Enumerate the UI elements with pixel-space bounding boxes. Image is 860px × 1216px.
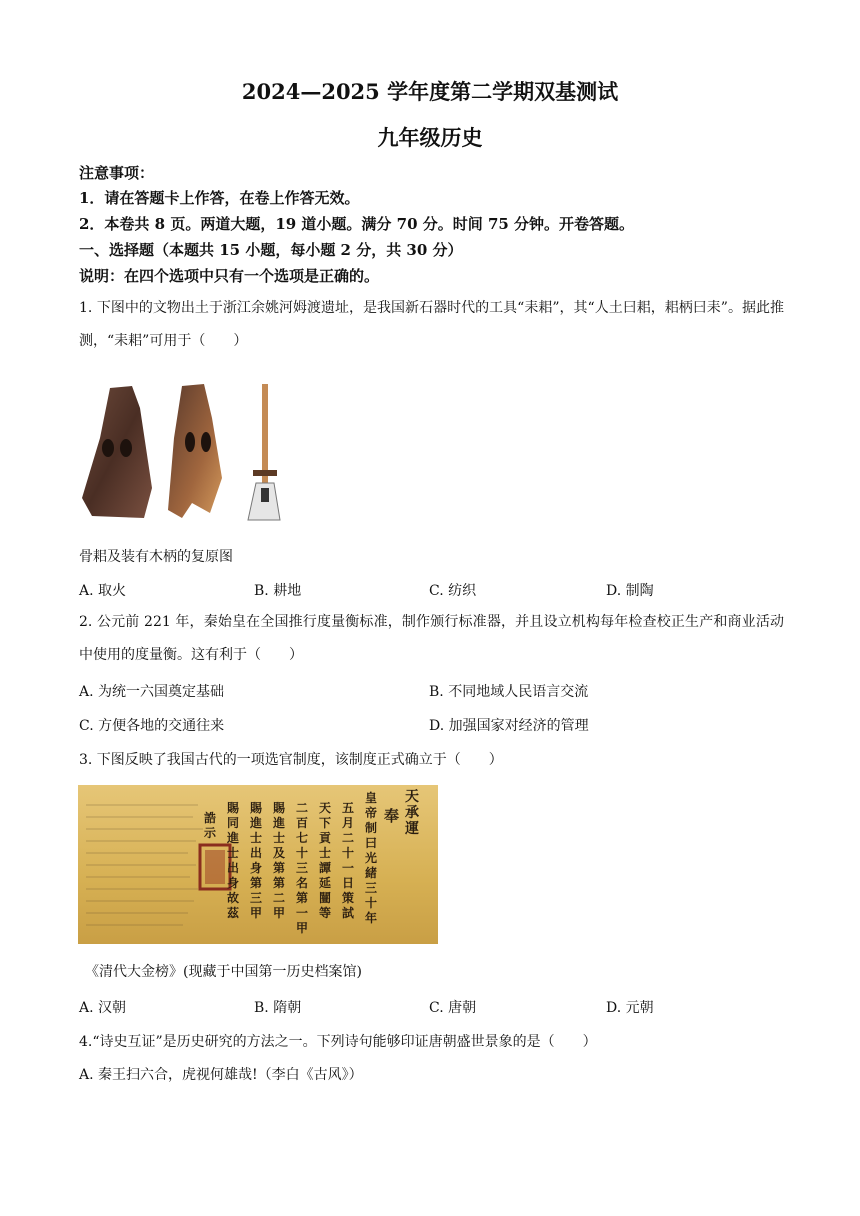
exam-subtitle: 九年级历史 xyxy=(377,125,483,150)
list-col-8: 賜同進士出身故茲 xyxy=(227,801,240,920)
note-item-1: 1．请在答题卡上作答，在卷上作答无效。 xyxy=(79,189,360,207)
exam-title: 2024—2025 学年度第二学期双基测试 xyxy=(241,79,619,104)
q3-option-d: D. 元朝 xyxy=(606,1000,654,1016)
leisi-artifact-figure xyxy=(82,378,292,523)
list-char-feng: 奉 xyxy=(384,807,400,825)
q3-option-b: B. 隋朝 xyxy=(254,1000,302,1016)
q2-option-d: D. 加强国家对经济的管理 xyxy=(429,718,589,734)
list-col-2: 皇帝制曰光緒三十年 xyxy=(365,791,378,925)
golden-list-text xyxy=(78,785,438,944)
q1-option-b: B. 耕地 xyxy=(254,583,302,599)
q1-option-c: C. 纺织 xyxy=(429,583,477,599)
list-col-9: 誥示 xyxy=(204,811,217,840)
list-col-7: 賜進士出身第三甲 xyxy=(250,801,263,920)
question-4-stem: 4.“诗史互证”是历史研究的方法之一。下列诗句能够印证唐朝盛世景象的是（ ） xyxy=(79,1034,597,1050)
list-col-6: 賜進士及第第二甲 xyxy=(273,801,286,920)
question-3-stem: 3. 下图反映了我国古代的一项选官制度，该制度正式确立于（ ） xyxy=(79,752,503,768)
section1-heading: 一、选择题（本题共 15 小题，每小题 2 分，共 30 分） xyxy=(79,241,463,259)
list-col-1: 天承運 xyxy=(405,789,419,837)
section1-instruction: 说明：在四个选项中只有一个选项是正确的。 xyxy=(79,267,380,285)
notes-heading: 注意事项： xyxy=(79,164,155,182)
q3-option-a: A. 汉朝 xyxy=(79,1000,127,1016)
q3-option-c: C. 唐朝 xyxy=(429,1000,477,1016)
q1-option-d: D. 制陶 xyxy=(606,583,654,599)
question-2-stem: 2. 公元前 221 年，秦始皇在全国推行度量衡标准，制作颁行标准器，并且设立机构每年检查校正生产和商业活动中使用的度量衡。这有利于（ ） xyxy=(79,614,784,663)
question-1-stem: 1. 下图中的文物出土于浙江余姚河姆渡遗址，是我国新石器时代的工具“耒耜”，其“人土曰耜，耜柄曰耒”。据此推测，“耒耜”可用于（ ） xyxy=(79,300,784,349)
list-col-5: 二百七十三名第一甲 xyxy=(296,801,309,935)
q2-option-a: A. 为统一六国奠定基础 xyxy=(79,684,225,700)
list-col-3: 五月二十一日策試 xyxy=(342,801,355,920)
q2-option-c: C. 方便各地的交通往来 xyxy=(79,718,225,734)
note-item-2: 2．本卷共 8 页。两道大题，19 道小题。满分 70 分。时间 75 分钟。开卷答题。 xyxy=(79,215,635,233)
bone-spade-illustration xyxy=(82,378,292,523)
qing-golden-list-image xyxy=(78,785,438,944)
q4-option-a: A. 秦王扫六合，虎视何雄哉!（李白《古风》） xyxy=(79,1067,363,1083)
question-1-caption: 骨耜及装有木柄的复原图 xyxy=(79,549,233,565)
question-3-caption: 《清代大金榜》(现藏于中国第一历史档案馆) xyxy=(85,964,362,980)
list-col-4: 天下貢士譚延闓等 xyxy=(319,801,332,920)
q1-option-a: A. 取火 xyxy=(79,583,127,599)
q2-option-b: B. 不同地域人民语言交流 xyxy=(429,684,589,700)
